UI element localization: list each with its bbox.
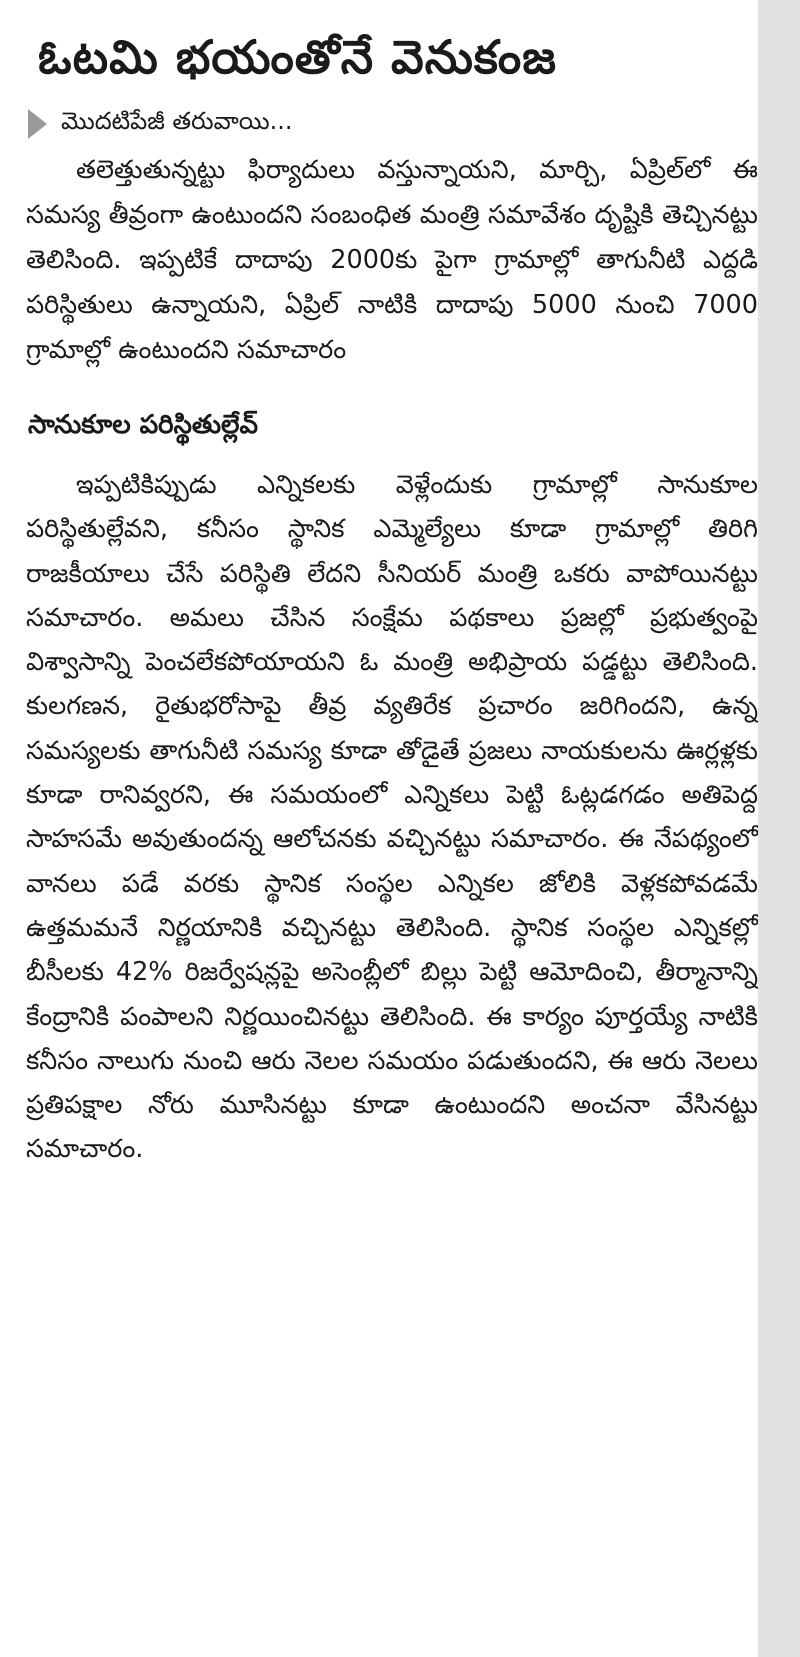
- continued-from-front-page: [28, 102, 758, 146]
- page-margin-strip: [758, 0, 800, 1657]
- arrow-right-icon: [28, 109, 47, 139]
- article-paragraph-2: ఇప్పటికిప్పుడు ఎన్నికలకు వెళ్లేందుకు గ్రామాల్లో సానుకూల పరిస్థితుల్లేవని, కనీసం స్థానిక ఎమ్మెల్యేలు కూడా గ్రామాల్లో తిరిగి రాజకీయాలు చేసే పరిస్థితి లేదని సీనియర్ మంత్రి ఒకరు వాపోయినట్టు సమాచారం. అమలు చేసిన సంక్షేమ పథకాలు ప్రజల్లో ప్రభుత్వంపై విశ్వాసాన్ని పెంచలేకపోయాయని ఓ మంత్రి అభిప్రాయ పడ్డట్టు తెలిసింది. కులగణన, రైతుభరోసాపై తీవ్ర వ్యతిరేక ప్రచారం జరిగిందని, ఉన్న సమస్యలకు తాగునీటి సమస్య కూడా తోడైతే ప్రజలు నాయకులను ఊర్లళ్లకు కూడా రానివ్వరని, ఈ సమయంలో ఎన్నికలు పెట్టి ఓట్లడగడం అతిపెద్ద సాహసమే అవుతుందన్న ఆలోచనకు వచ్చినట్టు సమాచారం. ఈ నేపథ్యంలో వానలు పడే వరకు స్థానిక సంస్థల ఎన్నికల జోలికి వెళ్లకపోవడమే ఉత్తమమనే నిర్ణయానికి వచ్చినట్టు తెలిసింది. స్థానిక సంస్థల ఎన్నికల్లో బీసీలకు 42% రిజర్వేషన్లపై అసెంబ్లీలో బిల్లు పెట్టి ఆమోదించి, తీర్మానాన్ని కేంద్రానికి పంపాలని నిర్ణయించినట్టు తెలిసింది. ఈ కార్యం పూర్తయ్యే నాటికి కనీసం నాలుగు నుంచి ఆరు నెలల సమయం పడుతుందని, ఈ ఆరు నెలలు ప్రతిపక్షాల నోరు మూసినట్టు కూడా ఉంటుందని అంచనా వేసినట్టు సమాచారం.: [26, 470, 758, 1165]
- article-paragraph-1: తలెత్తుతున్నట్టు ఫిర్యాదులు వస్తున్నాయని, మార్చి, ఏప్రిల్‌లో ఈ సమస్య తీవ్రంగా ఉంటుందని సంబంధిత మంత్రి సమావేశం దృష్టికి తెచ్చినట్టు తెలిసింది. ఇప్పటికే దాదాపు 2000కు పైగా గ్రామాల్లో తాగునీటి ఎద్దడి పరిస్థితులు ఉన్నాయని, ఏప్రిల్ నాటికి దాదాపు 5000 నుంచి 7000 గ్రామాల్లో ఉంటుందని సమాచారం: [26, 155, 758, 365]
- news-article: [26, 0, 758, 1657]
- article-subheading: సానుకూల పరిస్థితుల్లేవ్: [28, 410, 258, 440]
- article-headline: ఓటమి భయంతోనే వెనుకంజ: [38, 30, 557, 84]
- continued-label: మొదటిపేజీ తరువాయి...: [61, 107, 293, 135]
